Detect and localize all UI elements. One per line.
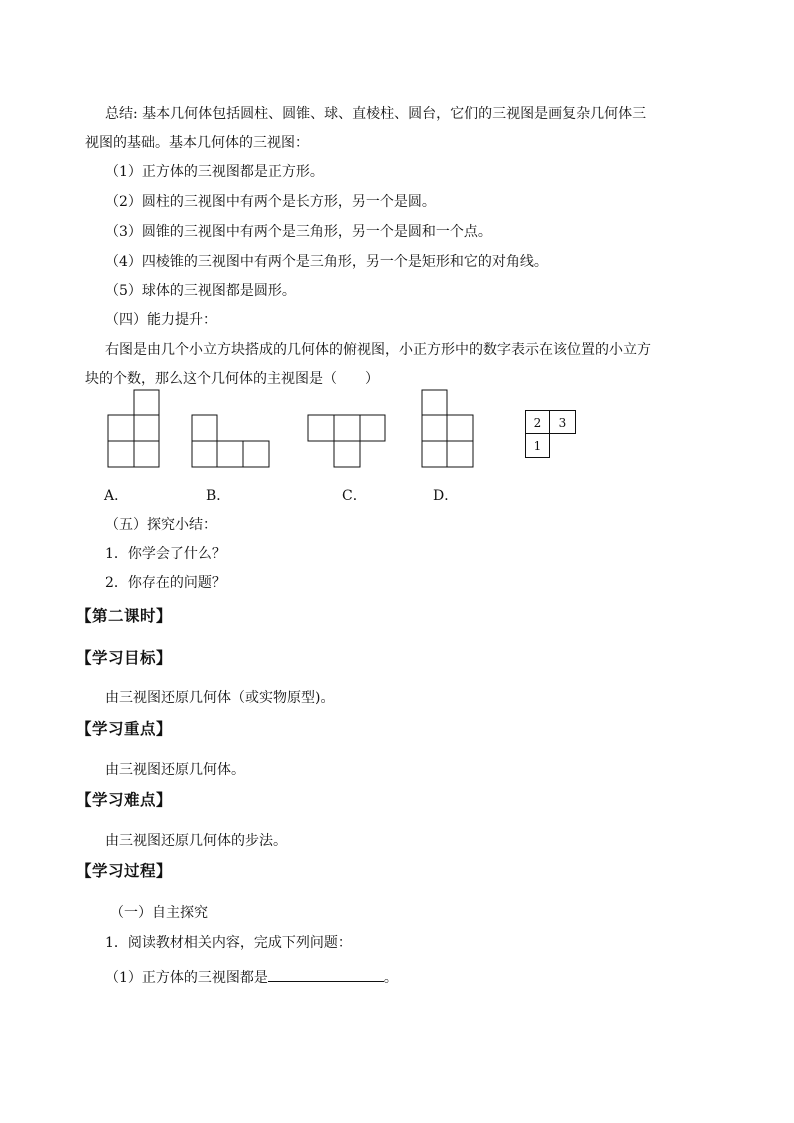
option-a-figure bbox=[100, 388, 165, 470]
ability-question-line-2: 块的个数，那么这个几何体的主视图是（ ） bbox=[85, 371, 379, 387]
process-heading: 【学习过程】 bbox=[76, 861, 173, 880]
summary-item-5: （5）球体的三视图都是圆形。 bbox=[105, 283, 296, 299]
top-view-grid bbox=[525, 410, 577, 460]
option-d-label: D． bbox=[433, 488, 459, 504]
key-point-text: 由三视图还原几何体。 bbox=[105, 762, 245, 778]
answer-blank[interactable] bbox=[268, 965, 384, 982]
explore-title: （五）探究小结： bbox=[105, 517, 217, 533]
top-view-cell: 3 bbox=[549, 410, 576, 434]
goal-heading: 【学习目标】 bbox=[76, 648, 173, 667]
summary-item-2: （2）圆柱的三视图中有两个是长方形，另一个是圆。 bbox=[105, 194, 436, 210]
lesson-2-heading: 【第二课时】 bbox=[76, 606, 173, 625]
option-c-label: C． bbox=[342, 488, 367, 504]
read-instruction: 1．阅读教材相关内容，完成下列问题： bbox=[105, 935, 352, 951]
key-point-heading: 【学习重点】 bbox=[76, 719, 173, 738]
summary-item-1: （1）正方体的三视图都是正方形。 bbox=[105, 164, 324, 180]
difficulty-heading: 【学习难点】 bbox=[76, 790, 173, 809]
fill-question-end: 。 bbox=[383, 970, 398, 986]
summary-item-3: （3）圆锥的三视图中有两个是三角形，另一个是圆和一个点。 bbox=[105, 224, 492, 240]
ability-title: （四）能力提升： bbox=[105, 312, 217, 328]
ability-question-line-1: 右图是由几个小立方块搭成的几何体的俯视图，小正方形中的数字表示在该位置的小立方 bbox=[105, 342, 651, 358]
self-explore-title: （一）自主探究 bbox=[110, 905, 208, 921]
difficulty-text: 由三视图还原几何体的步法。 bbox=[105, 833, 287, 849]
option-b-label: B． bbox=[206, 488, 231, 504]
top-view-cell: 2 bbox=[525, 410, 550, 434]
explore-question-1: 1．你学会了什么？ bbox=[105, 546, 226, 562]
option-a-label: A． bbox=[104, 488, 129, 504]
top-view-cell: 1 bbox=[525, 433, 550, 458]
explore-question-2: 2．你存在的问题？ bbox=[105, 575, 226, 591]
fill-question-text: （1）正方体的三视图都是 bbox=[105, 970, 268, 986]
summary-item-4: （4）四棱锥的三视图中有两个是三角形，另一个是矩形和它的对角线。 bbox=[105, 254, 548, 270]
option-b-figure bbox=[185, 410, 275, 470]
option-c-figure bbox=[302, 410, 392, 470]
fill-question bbox=[105, 965, 398, 988]
summary-line-1: 总结: 基本几何体包括圆柱、圆锥、球、直棱柱、圆台，它们的三视图是画复杂几何体三 bbox=[105, 106, 647, 122]
option-d-figure bbox=[415, 388, 480, 470]
summary-line-2: 视图的基础。基本几何体的三视图： bbox=[85, 135, 309, 151]
goal-text: 由三视图还原几何体（或实物原型)。 bbox=[105, 690, 335, 706]
